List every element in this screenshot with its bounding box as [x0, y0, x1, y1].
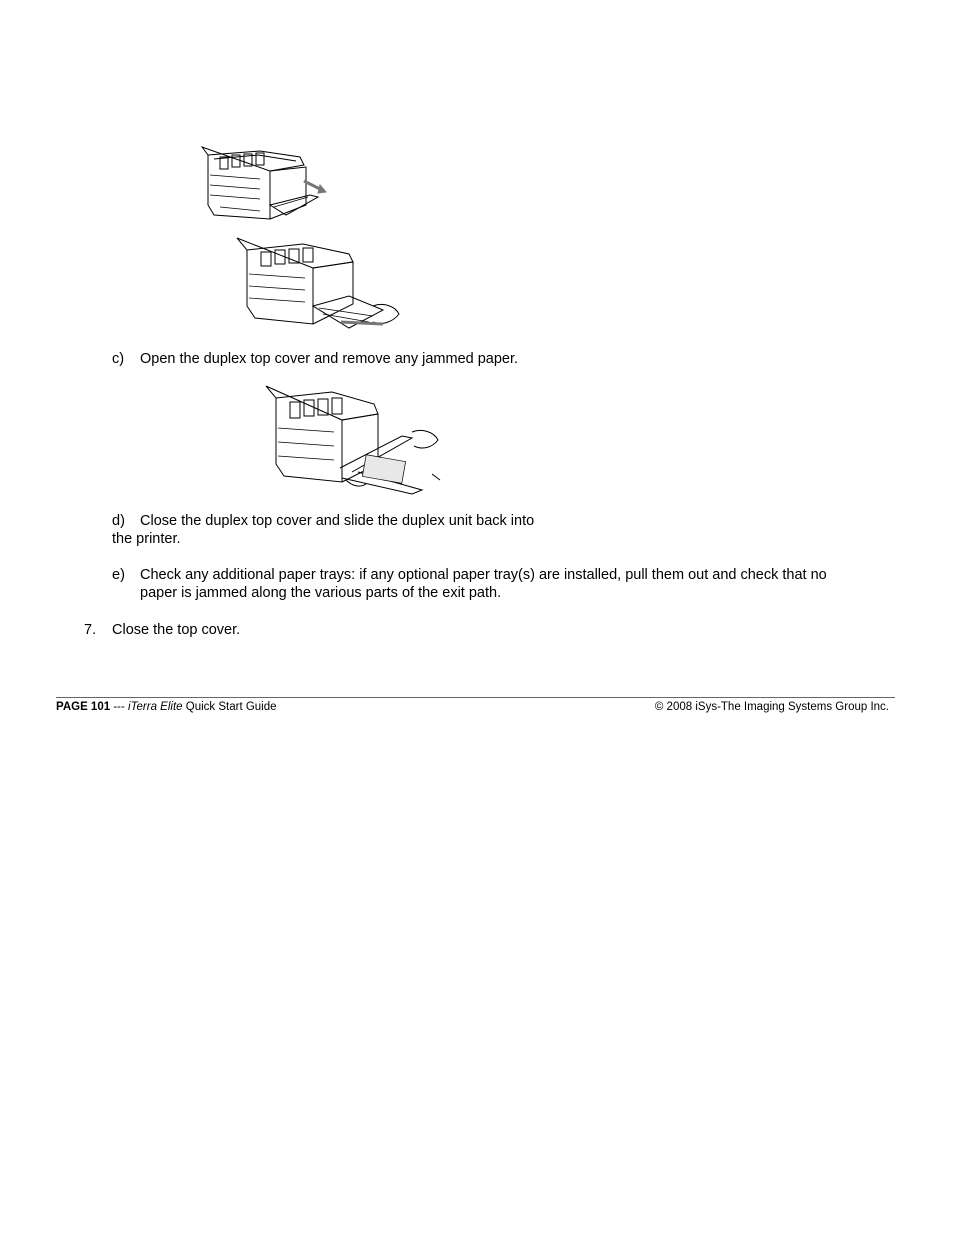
step-7-marker: 7. [84, 622, 97, 638]
step-e-marker: e) [112, 567, 125, 583]
footer-copyright: © 2008 iSys-The Imaging Systems Group Inc. [654, 701, 889, 713]
step-7-text: Close the top cover. [112, 622, 241, 638]
step-c-text: Open the duplex top cover and remove any jammed paper. [140, 351, 519, 367]
footer-left [56, 700, 277, 714]
step-d-text-line1: Close the duplex top cover and slide the duplex unit back into [140, 513, 535, 529]
step-e-text-line1: Check any additional paper trays: if any optional paper tray(s) are installed, pull them out and check that no [140, 567, 827, 583]
footer-guide-title: Quick Start Guide [182, 701, 277, 713]
step-c-marker: c) [112, 351, 125, 367]
step-d-text-line2: the printer. [112, 531, 181, 547]
footer-product-name: iTerra Elite [128, 701, 183, 713]
footer-divider [56, 697, 895, 698]
printer-pull-duplex-illustration [200, 145, 330, 227]
step-d-marker: d) [112, 513, 125, 529]
footer-page-number: PAGE 101 [56, 701, 111, 713]
footer-separator: --- [110, 701, 129, 713]
duplex-top-cover-open-illustration [262, 384, 444, 502]
printer-remove-duplex-illustration [233, 236, 401, 336]
step-e-text-line2: paper is jammed along the various parts of the exit path. [140, 585, 502, 601]
